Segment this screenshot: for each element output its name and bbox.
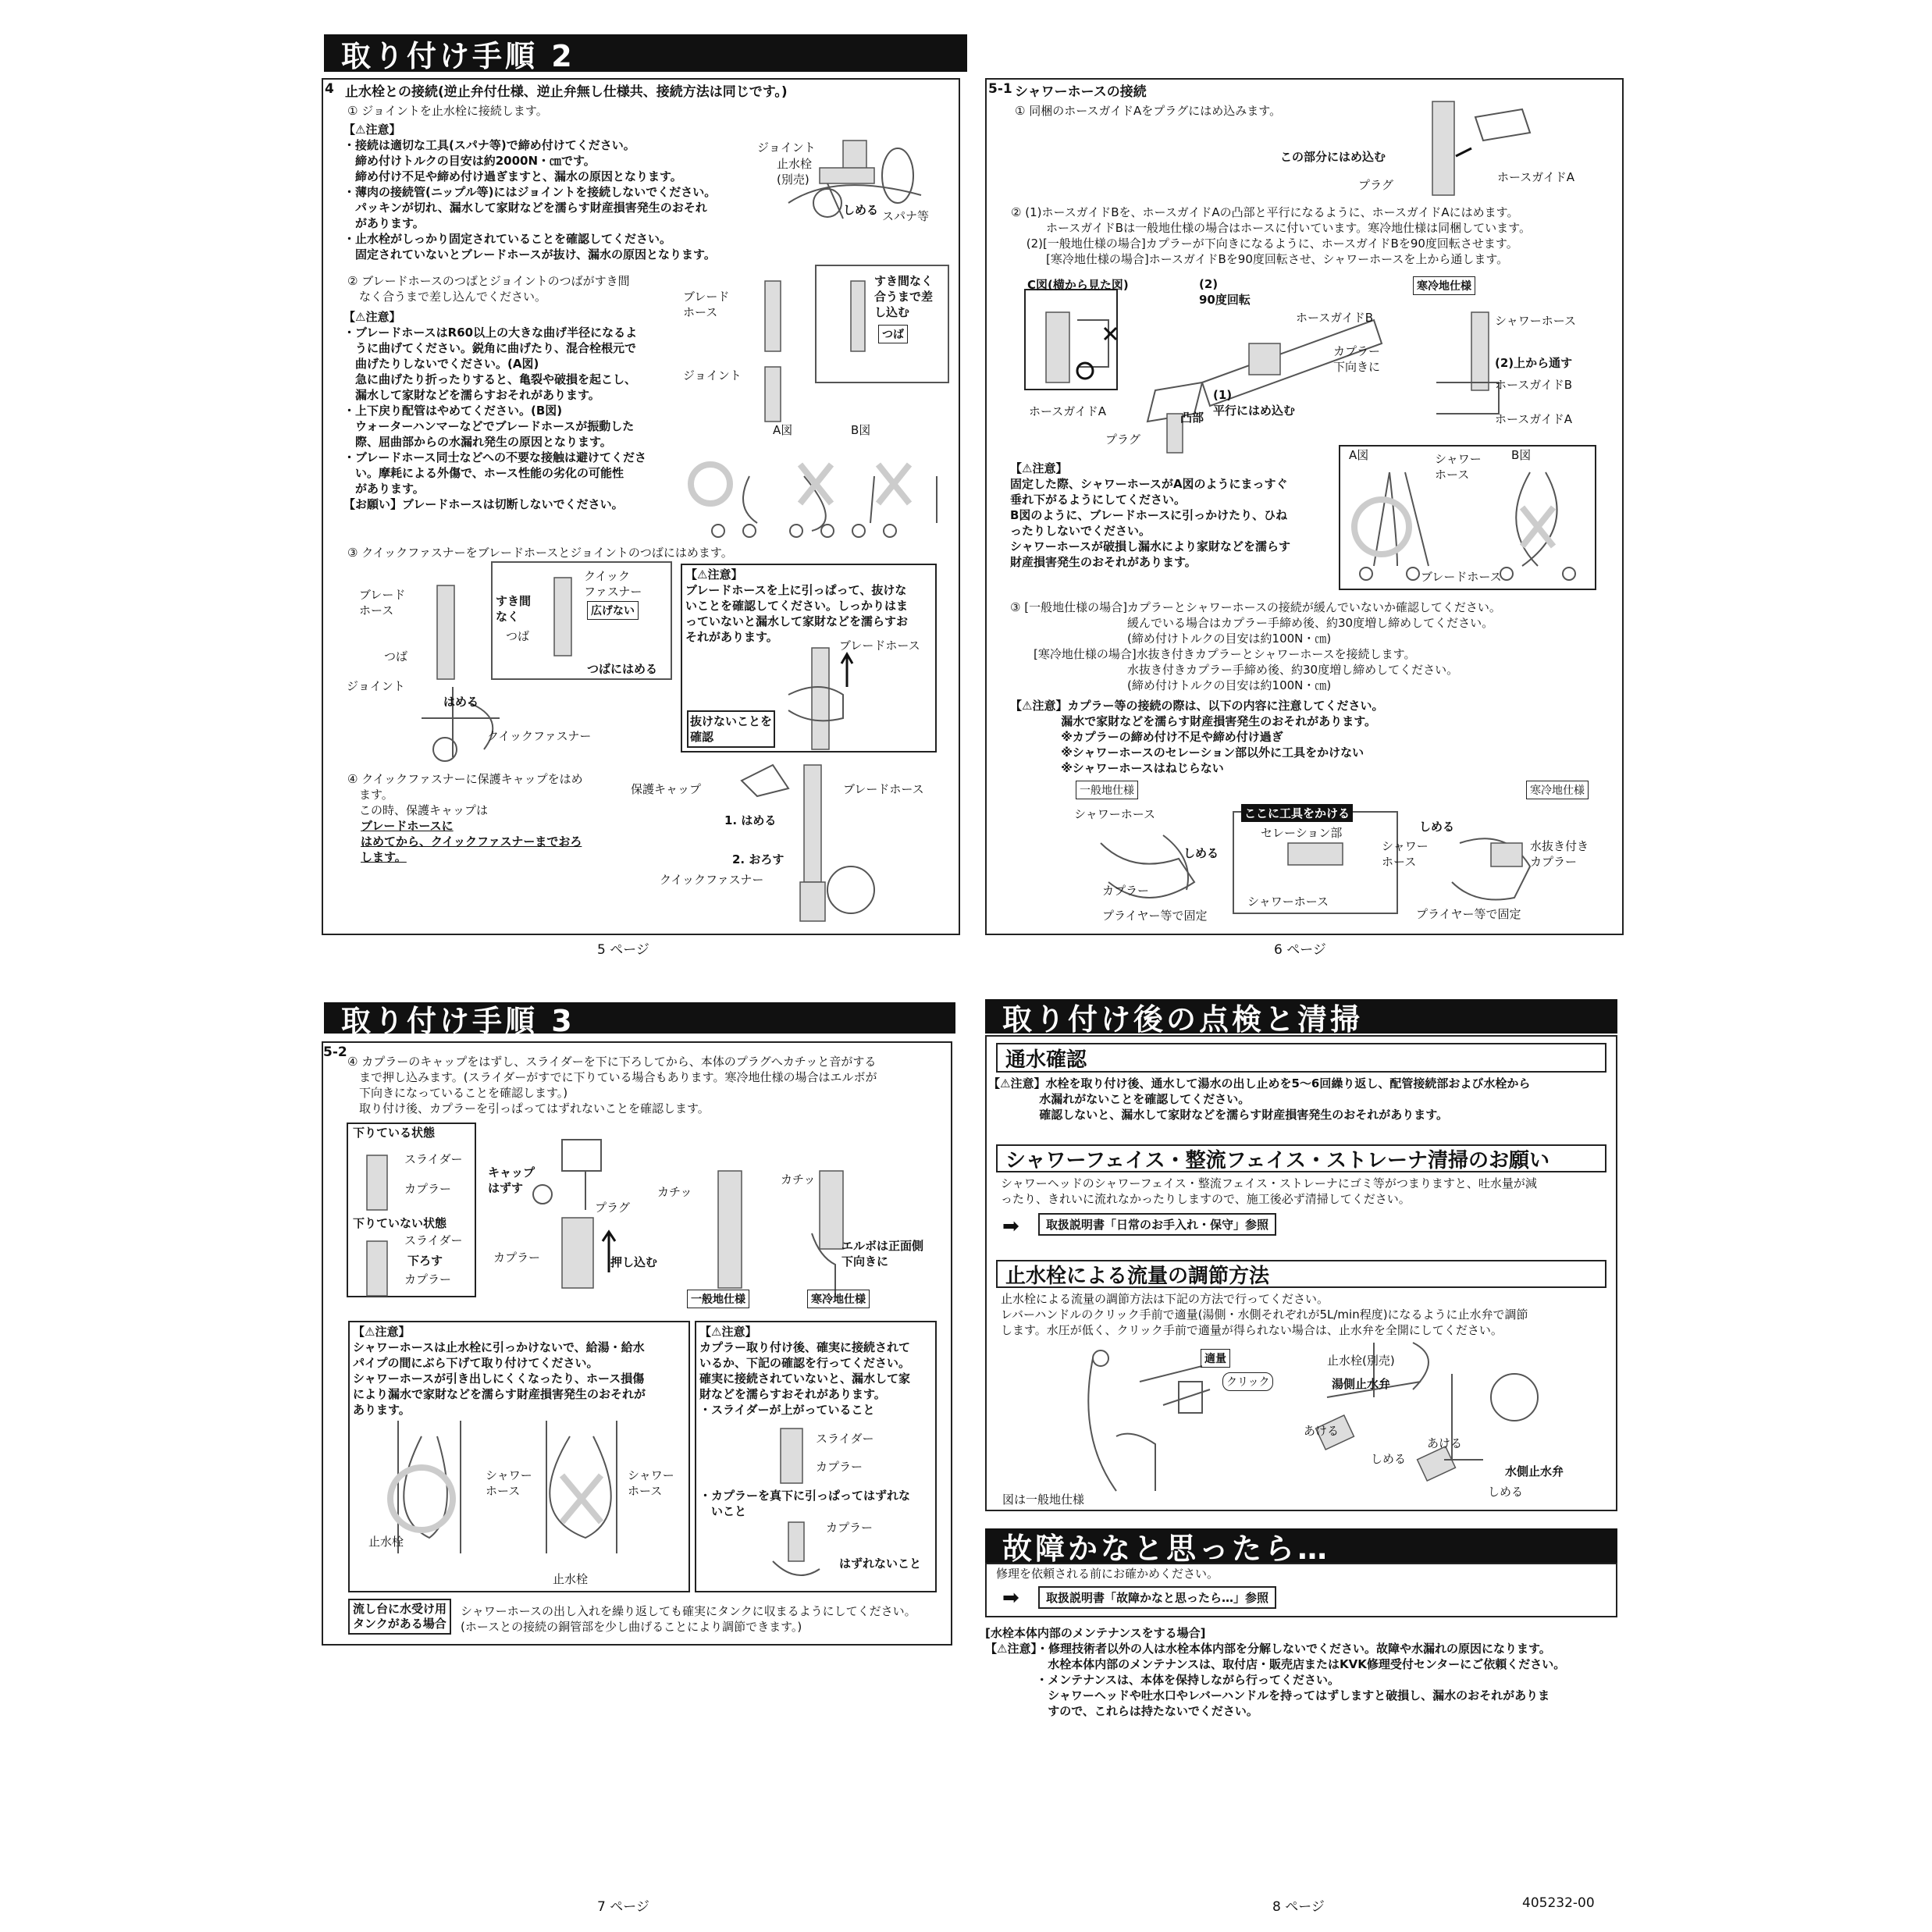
fig2-label: ホースガイドA (1495, 412, 1573, 426)
fig4-label: しめる (1183, 846, 1219, 860)
page-number: 6 ページ (1274, 942, 1326, 958)
fig3-label: ジョイント (347, 679, 405, 693)
fig2-label: ホースガイドB (1296, 311, 1374, 325)
step-number: 4 (325, 81, 334, 97)
flow-adjust-text: 止水栓による流量の調節方法は下記の方法で行ってください。 レバーハンドルのクリック手前で適量(湯側・水側それぞれが5L/min程度)になるように止水弁で調節 します。水圧が低く、クリック手前で適量が得られない場合は、止水弁を全開にしてください。 (1001, 1292, 1528, 1337)
fig3-label: 広げない (587, 601, 639, 620)
fig2-label: 寒冷地仕様 (1413, 276, 1475, 295)
document-number: 405232-00 (1522, 1895, 1595, 1911)
fig3-label: クイックファスナー (487, 729, 592, 743)
fig4-label: 寒冷地仕様 (1526, 781, 1589, 799)
fig2-label: シャワーホース (1495, 314, 1576, 328)
fig4-label: 1. はめる (724, 813, 777, 827)
fig3-label: はめる (443, 695, 479, 709)
step-number: 5-1 (988, 81, 1012, 97)
section-title-2: 取り付け手順 2 (324, 34, 967, 72)
caution-3: 【⚠注意】 ブレードホースを上に引っぱって、抜けな いことを確認してください。しっかりはま っていないと漏水して家財などを濡らすお それがあります。 (685, 568, 909, 644)
fig4-label: 水抜き付き カプラー (1530, 839, 1589, 869)
tank-text: シャワーホースの出し入れを繰り返しても確実にタンクに収まるようにしてください。 (ホースとの接続の銅管部を少し曲げることにより調節できます。) (461, 1604, 916, 1634)
fig2-label: 止水栓 (553, 1572, 589, 1586)
fig2-label: カプラー 下向きに (1333, 344, 1381, 374)
fig4-label: プライヤー等で固定 (1102, 909, 1208, 923)
fig4-label: ここに工具をかける (1241, 804, 1353, 822)
fig4-label: クイックファスナー (660, 873, 764, 887)
fig4-label: シャワーホース (1247, 895, 1329, 909)
fig1-label: 下りている状態 (353, 1126, 436, 1140)
step-title: 止水栓との接続(逆止弁付仕様、逆止弁無し仕様共、接続方法は同じです。) (345, 84, 788, 100)
fig3-label: シャワー ホース (1435, 452, 1482, 482)
caution-2: 【⚠注意】カプラー等の接続の際は、以下の内容に注意してください。 漏水で家財などを濡らす財産損害発生のおそれがあります。 ※カプラーの締め付け不足や締め付け過ぎ ※シャワーホースのセレーション部以外に工具をかけない ※シャワーホースはねじらない (1010, 699, 1384, 775)
flow-adjust-heading: 止水栓による流量の調節方法 (996, 1260, 1606, 1288)
fig3-label: B図 (1511, 448, 1532, 462)
fig1-label: ホースガイドA (1497, 170, 1575, 184)
caution-2: 【⚠注意】 カプラー取り付け後、確実に接続されて いるか、下記の確認を行ってください。 確実に接続されていないと、漏水して家 財などを濡らすおそれがあります。 ・スライダーが上がっていること (699, 1325, 911, 1417)
cleaning-heading: シャワーフェイス・整流フェイス・ストレーナ清掃のお願い (996, 1144, 1606, 1172)
fig3-label: ブレード ホース (359, 588, 406, 617)
fig3-label: カプラー (816, 1460, 863, 1474)
fig1-label: スライダー (404, 1152, 463, 1166)
substep-4: ④ カプラーのキャップをはずし、スライダーを下に下ろしてから、本体のプラグへカチッと音がする まで押し込みます。(スライダーがすでに下りている場合もあります。寒冷地仕様の場合はエルボが 下向きになっていることを確認します。) 取り付け後、カプラーを引っぱってはずれないことを確認します。 (347, 1055, 877, 1115)
fig2-label: シャワー ホース (486, 1468, 532, 1498)
fig-label: 図は一般地仕様 (1002, 1493, 1085, 1507)
fig4-label: しめる (1419, 820, 1455, 834)
fig-label: あける (1427, 1436, 1463, 1450)
fig4-label: シャワー ホース (1382, 839, 1429, 869)
fig2-label: A図 (773, 423, 793, 437)
fig1-label: しめる (843, 203, 879, 217)
trouble-text: 修理を依頼される前にお確かめください。 (996, 1567, 1219, 1581)
arrow-right-icon: ➡ (1002, 1586, 1019, 1610)
substep-1: ① 同梱のホースガイドAをプラグにはめ込みます。 (1015, 104, 1282, 118)
substep-2: ② (1)ホースガイドBを、ホースガイドAの凸部と平行になるように、ホースガイドAにはめます。 ホースガイドBは一般地仕様の場合はホースに付いています。寒冷地仕様は同梱しています。 (2)[一般地仕様の場合]カプラーが下向きになるように、ホースガイドBを90度回転させます。 [寒冷地仕様の場合]ホースガイドBを90度回転させ、シャワーホースを上から通します。 (1011, 205, 1531, 266)
hose-guide-b-figure (1030, 297, 1733, 453)
fig-label: 適量 (1201, 1349, 1230, 1368)
fig1-label: スパナ等 (882, 209, 930, 223)
page-number: 7 ページ (597, 1899, 649, 1915)
fig4-label: 保護キャップ (631, 782, 702, 796)
fig4-label: はずれないこと (839, 1557, 922, 1571)
fig-label: あける (1304, 1424, 1340, 1438)
fig3-label: クイック ファスナー (584, 569, 642, 599)
fig2-label: ブレード ホース (683, 290, 730, 319)
fig2-label: 凸部 (1180, 411, 1204, 425)
page-number: 8 ページ (1272, 1899, 1325, 1915)
fig4-label: ブレードホース (843, 782, 924, 796)
fig1-label: ジョイント (757, 141, 816, 155)
fig1-label: 一般地仕様 (687, 1290, 749, 1308)
section-title-trouble: 故障かなと思ったら… (985, 1528, 1617, 1563)
fig1-label: カチッ (781, 1172, 816, 1187)
substep-3: ③ クイックファスナーをブレードホースとジョイントのつばにはめます。 (347, 546, 733, 560)
fig1-label: 寒冷地仕様 (807, 1290, 870, 1308)
substep-1: ① ジョイントを止水栓に接続します。 (347, 104, 548, 118)
substep-3: ③ [一般地仕様の場合]カプラーとシャワーホースの接続が緩んでいないか確認してください。 緩んでいる場合はカプラー手締め後、約30度増し締めしてください。 (締め付けトルクの目安は約100N・㎝) [寒冷地仕様の場合]水抜き付きカプラーとシャワーホースを接続します。 水抜き付きカプラー手締め後、約30度増し締めしてください。 (締め付けトルクの目安は約100N・㎝) (1010, 600, 1501, 692)
section-title-3: 取り付け手順 3 (324, 1002, 955, 1034)
fig2-label: ホースガイドB (1495, 378, 1573, 392)
substep-2: ② ブレードホースのつばとジョイントのつばがすき間 なく合うまで差し込んでください。 (347, 274, 630, 304)
caution-2b: ・カプラーを真下に引っぱってはずれな いこと (699, 1489, 911, 1518)
fig2-label: シャワー ホース (628, 1468, 674, 1498)
fig2-label: (1) 平行にはめ込む (1213, 388, 1296, 418)
fig-label: 水側止水弁 (1505, 1464, 1564, 1478)
caution-1: 【⚠注意】 シャワーホースは止水栓に引っかけないで、給湯・給水 パイプの間にぶら下げて取り付けてください。 シャワーホースが引き出しにくくなったり、ホース損傷 により漏水で家財などを濡らす財産損害発生のおそれが あります。 (353, 1325, 646, 1417)
fig1-label: 止水栓 (別売) (777, 157, 813, 187)
fig1-label: カプラー (493, 1251, 541, 1265)
fig3b-label: ブレードホース (839, 639, 920, 653)
fig1-label: 下ろす (407, 1254, 443, 1268)
fig3-label: A図 (1349, 448, 1369, 462)
fig2-label: (2)上から通す (1495, 356, 1573, 370)
caution-1: 【⚠注意】 ・接続は適切な工具(スパナ等)で締め付けてください。 締め付けトルクの目安は約2000N・㎝です。 締め付け不足や締め付け過ぎますと、漏水の原因となります。 ・薄肉の接続管(ニップル等)にはジョイントを接続しないでください。 パッキンが切れ、漏水して家財などを濡らす財産損害発生のおそれ があります。 ・止水栓がしっかり固定されていることを確認してください。 固定されていないとブレードホースが抜け、漏水の原因となります。 (343, 123, 717, 262)
fig1-label: 下りていない状態 (353, 1216, 447, 1230)
fig4-label: プライヤー等で固定 (1416, 907, 1521, 921)
fig1-label: エルボは正面側 下向きに (841, 1239, 924, 1268)
manual-reference-care[interactable]: 取扱説明書「日常のお手入れ・保守」参照 (1038, 1213, 1276, 1236)
fig3-label: つば (384, 649, 408, 664)
cleaning-text: シャワーヘッドのシャワーフェイス・整流フェイス・ストレーナにゴミ等がつまりますと、吐水量が減 ったり、きれいに流れなかったりしますので、施工後必ず清掃してください。 (1001, 1176, 1537, 1206)
fig3-label: ブレードホース (1421, 570, 1502, 584)
fig-label: クリック (1222, 1372, 1273, 1391)
water-check-heading: 通水確認 (996, 1043, 1606, 1073)
hose-guide-a-figure (1389, 101, 1546, 203)
shower-hose-hang-figure (367, 1421, 679, 1585)
fig2-label: つば (878, 325, 908, 343)
pull-check-figure (781, 648, 906, 749)
page-number: 5 ページ (597, 942, 649, 958)
fig1-label: カチッ (657, 1185, 692, 1199)
fig4-label: シャワーホース (1074, 807, 1155, 821)
fig2-label: すき間なく 合うまで差 し込む (874, 274, 934, 319)
step-title: シャワーホースの接続 (1015, 84, 1147, 100)
fig3-label: すき間 なく (496, 594, 532, 624)
fig2-label: プラグ (1105, 432, 1141, 447)
fig1-label: キャップ はずす (488, 1165, 535, 1195)
caution-2: 【⚠注意】 ・ブレードホースはR60以上の大きな曲げ半径になるよ うに曲げてください。鋭角に曲げたり、混合栓根元で 曲げたりしないでください。(A図) 急に曲げたり折ったりすると、亀裂や破損を起こし、 漏水して家財などを濡らすおそれがあります。 ・上下戻り配管はやめてください。(B図) ウォーターハンマーなどでブレードホースが振動した 際、屈曲部からの水漏れ発生の原因となります。 ・ブレードホース同士などへの不要な接触は避けてくださ い。摩耗による外傷で、ホース性能の劣化の可能性 があります。 【お願い】ブレードホースは切断しないでください。 (343, 310, 647, 511)
fig2-label: 止水栓 (368, 1535, 404, 1549)
tank-label: 流し台に水受け用 タンクがある場合 (348, 1599, 451, 1635)
fig4-label: 一般地仕様 (1076, 781, 1138, 799)
fig-label: しめる (1488, 1485, 1524, 1499)
manual-reference-trouble[interactable]: 取扱説明書「故障かなと思ったら…」参照 (1038, 1586, 1276, 1609)
step-number: 5-2 (323, 1044, 347, 1060)
fig3-label: つば (506, 629, 530, 643)
fig4-label: 2. おろす (732, 852, 785, 866)
fig3b-label: 抜けないことを 確認 (687, 710, 775, 748)
fig4-label: セレーション部 (1261, 826, 1343, 840)
fig2-label: B図 (851, 423, 871, 437)
fig1-label: プラグ (595, 1201, 631, 1215)
fig4-label: カプラー (826, 1521, 873, 1535)
fig1-label: プラグ (1358, 178, 1394, 192)
substep-4-emphasis: ブレードホースに はめてから、クイックファスナーまでおろ します。 (361, 819, 582, 864)
fig2-label: ジョイント (683, 368, 742, 382)
fig3-label: スライダー (816, 1432, 874, 1446)
fig2-label: ホースガイドA (1029, 404, 1107, 418)
fig1-label: カプラー (404, 1182, 452, 1196)
fig3-label: つばにはめる (587, 662, 658, 676)
section-title-inspection: 取り付け後の点検と清掃 (985, 999, 1617, 1034)
fig2-label: (2) 90度回転 (1199, 277, 1251, 307)
fig1-label: カプラー (404, 1272, 452, 1286)
arrow-right-icon: ➡ (1002, 1215, 1019, 1238)
water-check-text: 【⚠注意】水栓を取り付け後、通水して湯水の出し止めを5～6回繰り返し、配管接続部および水栓から 水漏れがないことを確認してください。 確認しないと、漏水して家財などを濡らす財産損害発生のおそれがあります。 (988, 1076, 1531, 1122)
maintenance-caution: [水栓本体内部のメンテナンスをする場合] 【⚠注意】・修理技術者以外の人は水栓本体内部を分解しないでください。故障や水漏れの原因になります。 水栓本体内部のメンテナンスは、取付店・販売店またはKVK修理受付センターにご依頼ください。 ・メンテナンスは、本体を保持しながら行ってください。 シャワーヘッドや吐水口やレバーハンドルを持ってはずしますと破損し、漏水のおそれがありま すので、これらは持たないでください。 (985, 1626, 1566, 1718)
fig2-label: C図(横から見た図) (1027, 278, 1129, 292)
substep-4: ④ クイックファスナーに保護キャップをはめ ます。 この時、保護キャップは (347, 772, 583, 817)
fig-label: 止水栓(別売) (1327, 1354, 1395, 1368)
fig-label: しめる (1371, 1452, 1407, 1466)
fig1-label: この部分にはめ込む (1280, 150, 1386, 164)
fig1-label: 押し込む (610, 1255, 658, 1269)
fig-label: 湯側止水弁 (1332, 1377, 1391, 1391)
caution-1: 【⚠注意】 固定した際、シャワーホースがA図のようにまっすぐ 垂れ下がるようにしてください。 B図のように、ブレードホースに引っかけたり、ひね ったりしないでください。 シャワーホースが破損し漏水により家財などを濡らす 財産損害発生のおそれがあります。 (1010, 461, 1290, 569)
fig4-label: カプラー (1102, 884, 1150, 898)
fig1-label: スライダー (404, 1233, 463, 1247)
